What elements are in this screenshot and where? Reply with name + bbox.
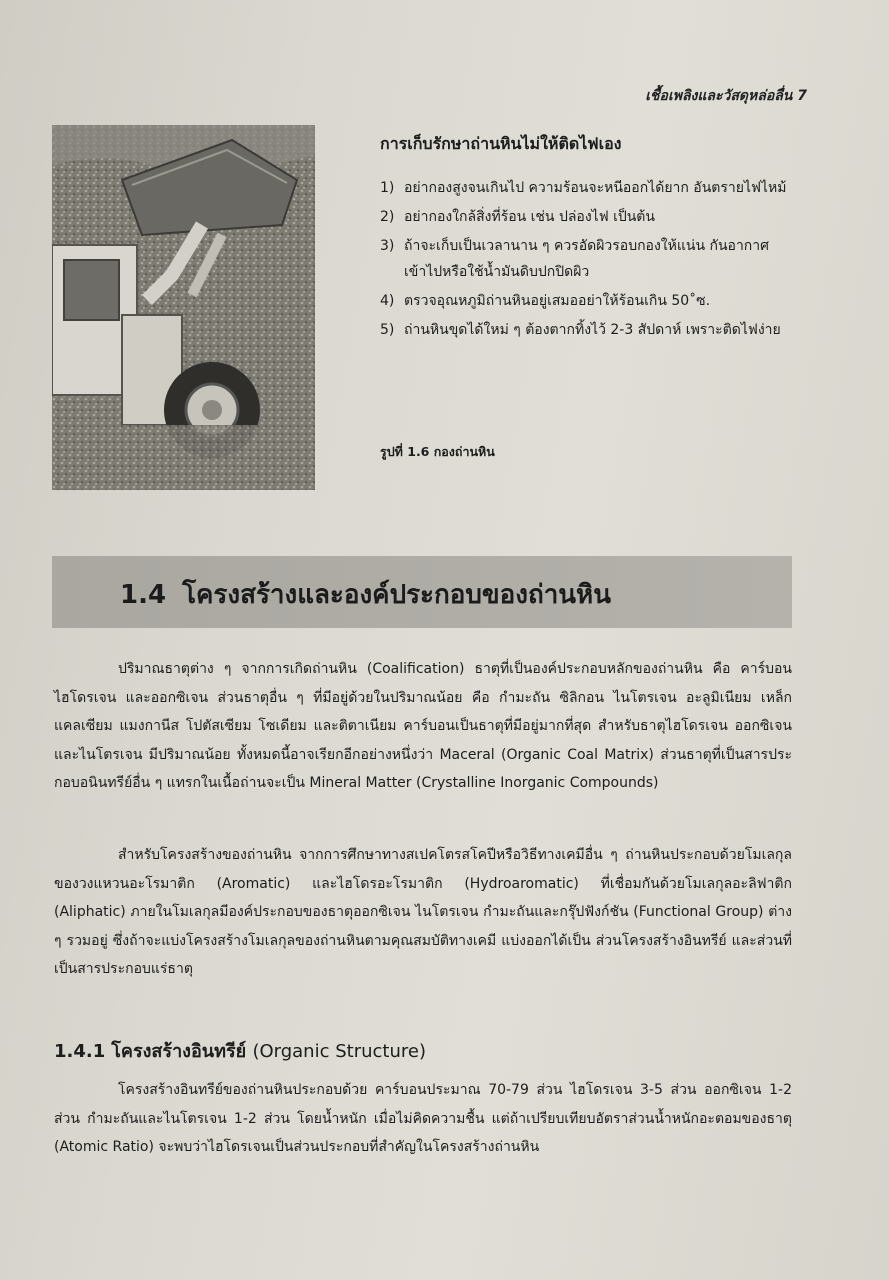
- list-item: [380, 204, 800, 230]
- list-item-text: ถ้าจะเก็บเป็นเวลานาน ๆ ควรอัดผิวรอบกองให้แน่น กันอากาศเข้าไปหรือใช้น้ำมันดิบปกปิดผิว: [404, 238, 770, 280]
- section-heading: [120, 574, 611, 615]
- paragraph-text: ปริมาณธาตุต่าง ๆ จากการเกิดถ่านหิน (Coalification) ธาตุที่เป็นองค์ประกอบหลักของถ่านหิน คือ คาร์บอน ไฮโดรเจน และออกซิเจน ส่วนธาตุอื่น ๆ ที่มีอยู่ด้วยในปริมาณน้อย คือ กำมะถัน ซิลิกอน ไนโตรเจน อะลูมิเนียม เหล็ก แคลเซียม แมงกานีส โปตัสเซียม โซเดียม และติตาเนียม คาร์บอนเป็นธาตุที่มีอยู่มากที่สุด สำหรับธาตุไฮโดรเจน ออกซิเจน และไนโตรเจน มีปริมาณน้อย ทั้งหมดนี้อาจเรียกอีกอย่างหนึ่งว่า Maceral (Organic Coal Matrix) ส่วนธาตุที่เป็นสารประกอบอนินทรีย์อื่น ๆ แทรกในเนื้อถ่านจะเป็น Mineral Matter (Crystalline Inorganic Compounds): [54, 661, 792, 791]
- storage-title: การเก็บรักษาถ่านหินไม่ให้ติดไฟเอง: [380, 134, 622, 153]
- subsection-heading: [54, 1036, 426, 1065]
- wheel-loader-illustration: [52, 125, 315, 490]
- section-title: โครงสร้างและองค์ประกอบของถ่านหิน: [182, 580, 611, 610]
- list-item: [380, 317, 800, 343]
- paragraph-text: โครงสร้างอินทรีย์ของถ่านหินประกอบด้วย คาร์บอนประมาณ 70-79 ส่วน ไฮโดรเจน 3-5 ส่วน ออกซิเจน 1-2 ส่วน กำมะถันและไนโตรเจน 1-2 ส่วน โดยน้ำหนัก เมื่อไม่คิดความชื้น แต่ถ้าเปรียบเทียบอัตราส่วนน้ำหนักอะตอมของธาตุ (Atomic Ratio) จะพบว่าไฮโดรเจนเป็นส่วนประกอบที่สำคัญในโครงสร้างถ่านหิน: [54, 1082, 792, 1155]
- list-item-text: อย่ากองสูงจนเกินไป ความร้อนจะหนีออกได้ยาก อันตรายไฟไหม้: [404, 180, 787, 196]
- subsection-number: 1.4.1: [54, 1041, 106, 1062]
- list-item-text: ตรวจอุณหภูมิถ่านหินอยู่เสมออย่าให้ร้อนเกิน 50˚ซ.: [404, 293, 711, 309]
- paragraph-text: สำหรับโครงสร้างของถ่านหิน จากการศึกษาทางสเปคโตรสโคปีหรือวิธีทางเคมีอื่น ๆ ถ่านหินประกอบด้วยโมเลกุลของวงแหวนอะโรมาติก (Aromatic) และไฮโดรอะโรมาติก (Hydroaromatic) ที่เชื่อมกันด้วยโมเลกุลอะลิฟาติก (Aliphatic) ภายในโมเลกุลมีองค์ประกอบของธาตุออกซิเจน ไนโตรเจน กำมะถันและกรุ๊ปฟังก์ชัน (Functional Group) ต่าง ๆ รวมอยู่ ซึ่งถ้าจะแบ่งโครงสร้างโมเลกุลของถ่านหินตามคุณสมบัติทางเคมี แบ่งออกได้เป็น ส่วนโครงสร้างอินทรีย์ และส่วนที่เป็นสารประกอบแร่ธาตุ: [54, 847, 792, 977]
- paragraph: [54, 1076, 792, 1162]
- coal-storage-section: [380, 132, 800, 346]
- running-head: เชื้อเพลิงและวัสดุหล่อลื่น 7: [645, 88, 807, 104]
- list-item-number: 1): [380, 180, 395, 196]
- figure-caption: รูปที่ 1.6 กองถ่านหิน: [380, 444, 495, 459]
- subsection-title-en: (Organic Structure): [252, 1041, 426, 1062]
- paragraph: [54, 655, 792, 798]
- list-item-number: 5): [380, 322, 395, 338]
- list-item: [380, 288, 800, 314]
- paragraph: [54, 841, 792, 984]
- list-item-number: 2): [380, 209, 395, 225]
- list-item-text: ถ่านหินขุดได้ใหม่ ๆ ต้องตากทิ้งไว้ 2-3 สัปดาห์ เพราะติดไฟง่าย: [404, 322, 781, 338]
- section-number: 1.4: [120, 580, 167, 610]
- storage-list: [380, 175, 800, 343]
- list-item: [380, 175, 800, 201]
- subsection-title-th: โครงสร้างอินทรีย์: [111, 1041, 247, 1062]
- coal-pile-photo: [52, 125, 315, 490]
- list-item-number: 4): [380, 293, 395, 309]
- list-item-text: อย่ากองใกล้สิ่งที่ร้อน เช่น ปล่องไฟ เป็นต้น: [404, 209, 655, 225]
- list-item: [380, 233, 800, 285]
- section-heading-banner: [52, 556, 792, 628]
- list-item-number: 3): [380, 238, 395, 254]
